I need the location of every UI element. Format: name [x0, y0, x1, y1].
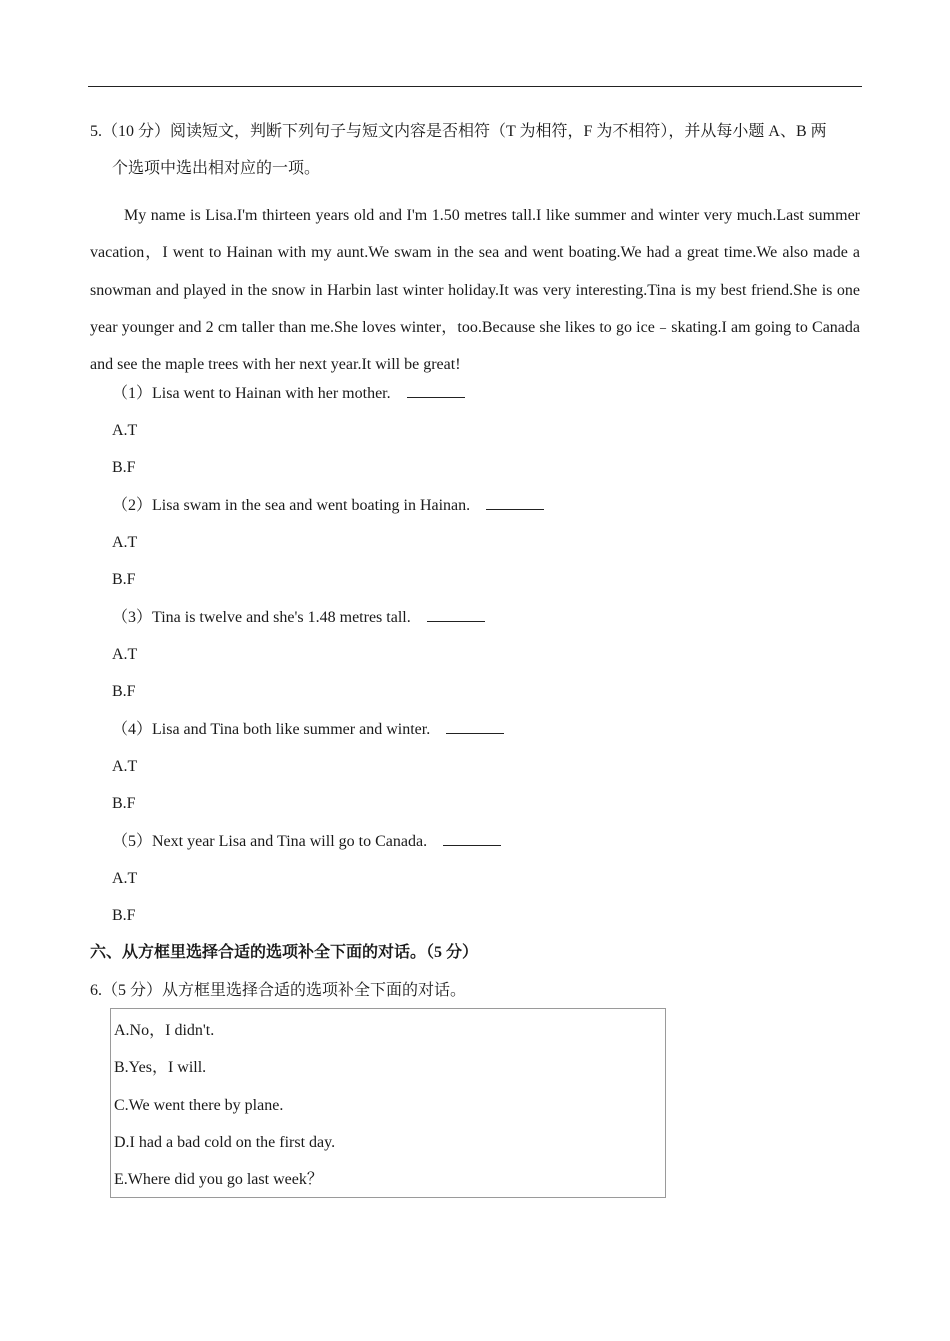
- q5-item-4-stem: （4）Lisa and Tina both like summer and winter.: [112, 721, 431, 738]
- q5-item-2: [112, 496, 544, 516]
- q5-item-5-stem: （5）Next year Lisa and Tina will go to Canada.: [112, 833, 428, 850]
- answer-blank[interactable]: [427, 609, 485, 622]
- q5-header-line1: 5.（10 分）阅读短文，判断下列句子与短文内容是否相符（T 为相符，F 为不相符），并从每小题 A、B 两: [90, 123, 827, 140]
- q5-header-line2: 个选项中选出相对应的一项。: [112, 160, 321, 177]
- section-6-title: 六、从方框里选择合适的选项补全下面的对话。（5 分）: [90, 944, 479, 961]
- q5-item-3-option-a: A.T: [112, 646, 138, 663]
- q5-item-3-option-b: B.F: [112, 683, 136, 700]
- q5-item-2-option-b: B.F: [112, 571, 136, 588]
- q5-item-2-stem: （2）Lisa swam in the sea and went boating in Hainan.: [112, 497, 471, 514]
- q6-header: 6.（5 分）从方框里选择合适的选项补全下面的对话。: [90, 982, 467, 999]
- q5-item-1: [112, 384, 465, 404]
- q5-item-1-stem: （1）Lisa went to Hainan with her mother.: [112, 385, 391, 402]
- q5-item-1-option-b: B.F: [112, 459, 136, 476]
- header-rule: [88, 86, 862, 87]
- q6-option-d: D.I had a bad cold on the first day.: [114, 1134, 336, 1151]
- q5-item-3: [112, 608, 485, 628]
- q5-item-4: [112, 720, 504, 740]
- q5-item-4-option-a: A.T: [112, 758, 138, 775]
- q5-item-2-option-a: A.T: [112, 534, 138, 551]
- q5-item-5-option-a: A.T: [112, 870, 138, 887]
- q6-option-c: C.We went there by plane.: [114, 1097, 284, 1114]
- answer-blank[interactable]: [446, 721, 504, 734]
- answer-blank[interactable]: [407, 385, 465, 398]
- answer-blank[interactable]: [443, 833, 501, 846]
- q5-item-5: [112, 832, 501, 852]
- q5-passage: My name is Lisa.I'm thirteen years old and I'm 1.50 metres tall.I like summer and winter very much.Last summer vacation，I went to Hainan with my aunt.We swam in the sea and went boating.We had a great time.We also made a snowman and played in the snow in Harbin last winter holiday.It was very interesting.Tina is my best friend.She is one year younger and 2 cm taller than me.She loves winter，too.Because she likes to go ice﹣skating.I am going to Canada and see the maple trees with her next year.It will be great!: [90, 207, 860, 374]
- q5-item-1-option-a: A.T: [112, 422, 138, 439]
- q5-item-4-option-b: B.F: [112, 795, 136, 812]
- q6-options-box: [110, 1008, 666, 1198]
- q6-option-b: B.Yes，I will.: [114, 1059, 207, 1076]
- answer-blank[interactable]: [486, 497, 544, 510]
- q6-option-a: A.No，I didn't.: [114, 1022, 215, 1039]
- q6-option-e: E.Where did you go last week？: [114, 1171, 323, 1188]
- q5-item-5-option-b: B.F: [112, 907, 136, 924]
- q5-item-3-stem: （3）Tina is twelve and she's 1.48 metres tall.: [112, 609, 411, 626]
